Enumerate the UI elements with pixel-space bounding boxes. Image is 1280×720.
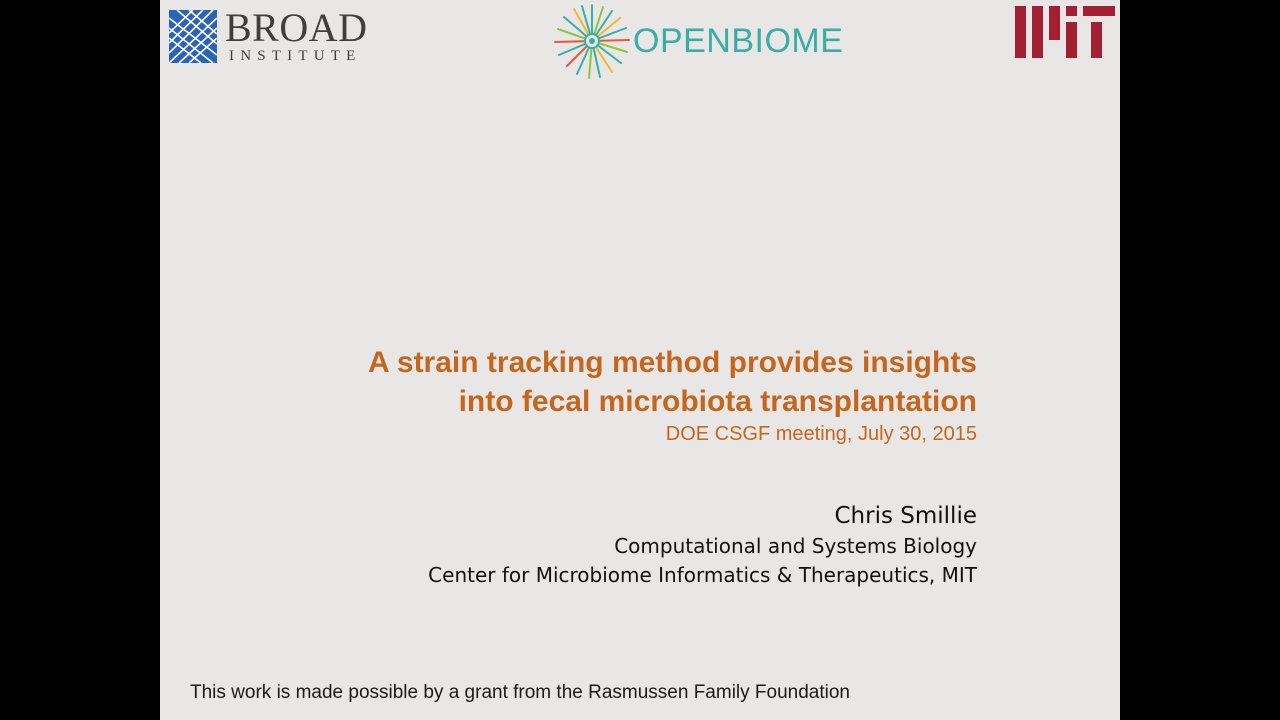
broad-lattice-icon (169, 10, 217, 63)
title-block (217, 343, 977, 447)
broad-institute-subtitle: INSTITUTE (229, 48, 362, 64)
broad-wordmark: BROAD (225, 5, 368, 50)
author-affiliation-2: Center for Microbiome Informatics & Therapeutics, MIT (428, 563, 977, 587)
broad-institute-logo (169, 5, 384, 66)
title-slide (160, 0, 1120, 720)
openbiome-logo (553, 2, 853, 80)
slide-subtitle: DOE CSGF meeting, July 30, 2015 (665, 423, 977, 445)
slide-title-line-1: A strain tracking method provides insights (368, 346, 977, 379)
author-name: Chris Smillie (834, 503, 977, 529)
mit-logo (1015, 6, 1115, 58)
author-affiliation-1: Computational and Systems Biology (614, 534, 977, 558)
openbiome-wordmark: OPENBIOME (633, 22, 844, 60)
author-block (217, 500, 977, 590)
openbiome-starburst-icon (553, 2, 631, 80)
funding-acknowledgement: This work is made possible by a grant from the Rasmussen Family Foundation (190, 682, 850, 703)
slide-title-line-2: into fecal microbiota transplantation (458, 385, 977, 418)
